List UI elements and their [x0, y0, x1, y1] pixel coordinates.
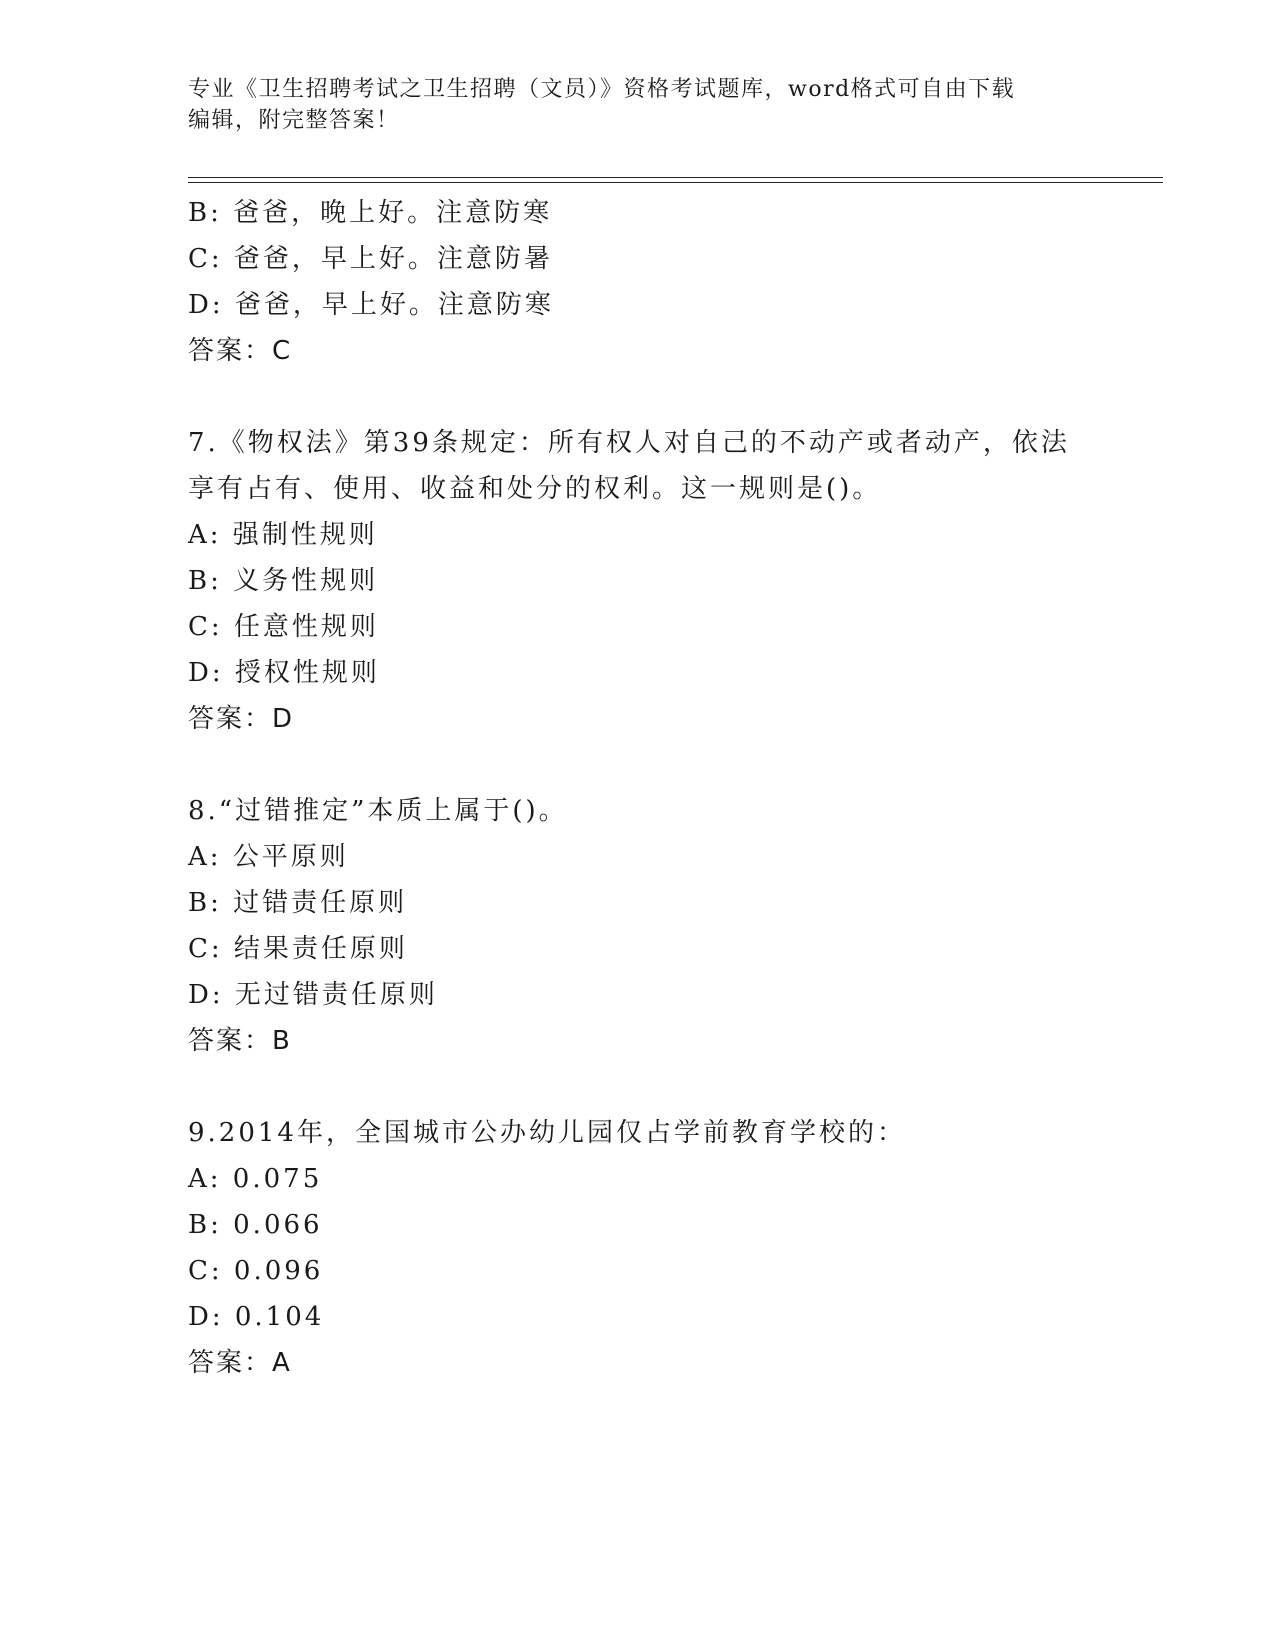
spacer: [188, 742, 1088, 788]
question-stem-line-1: 8.“过错推定”本质上属于()。: [188, 796, 568, 826]
option-a: A: 公平原则: [188, 842, 349, 872]
option-c: C: 爸爸，早上好。注意防暑: [188, 244, 553, 274]
option-c: C: 结果责任原则: [188, 934, 408, 964]
question-stem-line-2: 享有占有、使用、收益和处分的权利。这一规则是()。: [188, 474, 882, 504]
option-d: D: 授权性规则: [188, 658, 380, 688]
answer: 答案：C: [188, 336, 293, 366]
question-6: [188, 190, 1088, 374]
option-b: B: 爸爸，晚上好。注意防寒: [188, 198, 553, 228]
option-d: D: 无过错责任原则: [188, 980, 438, 1010]
option-b: B: 0.066: [188, 1210, 323, 1240]
option-d: D: 爸爸，早上好。注意防寒: [188, 290, 554, 320]
question-9: [188, 1110, 1088, 1386]
option-c: C: 任意性规则: [188, 612, 379, 642]
option-a: A: 0.075: [188, 1164, 323, 1194]
answer: 答案：A: [188, 1348, 292, 1378]
header-line-1: 专业《卫生招聘考试之卫生招聘（文员）》资格考试题库，word格式可自由下载: [188, 77, 1016, 102]
question-7: [188, 420, 1088, 742]
spacer: [188, 1064, 1088, 1110]
document-header: [188, 74, 1088, 136]
option-d: D: 0.104: [188, 1302, 325, 1332]
option-a: A: 强制性规则: [188, 520, 378, 550]
question-stem-line-1: 7.《物权法》第39条规定：所有权人对自己的不动产或者动产，依法: [188, 428, 1070, 458]
option-b: B: 义务性规则: [188, 566, 379, 596]
header-divider-bottom: [188, 182, 1163, 183]
question-stem-line-1: 9.2014年，全国城市公办幼儿园仅占学前教育学校的：: [188, 1118, 906, 1148]
answer: 答案：D: [188, 704, 295, 734]
question-list: [188, 190, 1088, 1386]
spacer: [188, 374, 1088, 420]
header-divider-top: [188, 177, 1163, 178]
question-8: [188, 788, 1088, 1064]
answer: 答案：B: [188, 1026, 292, 1056]
option-b: B: 过错责任原则: [188, 888, 408, 918]
option-c: C: 0.096: [188, 1256, 324, 1286]
header-line-2: 编辑，附完整答案！: [188, 108, 400, 133]
